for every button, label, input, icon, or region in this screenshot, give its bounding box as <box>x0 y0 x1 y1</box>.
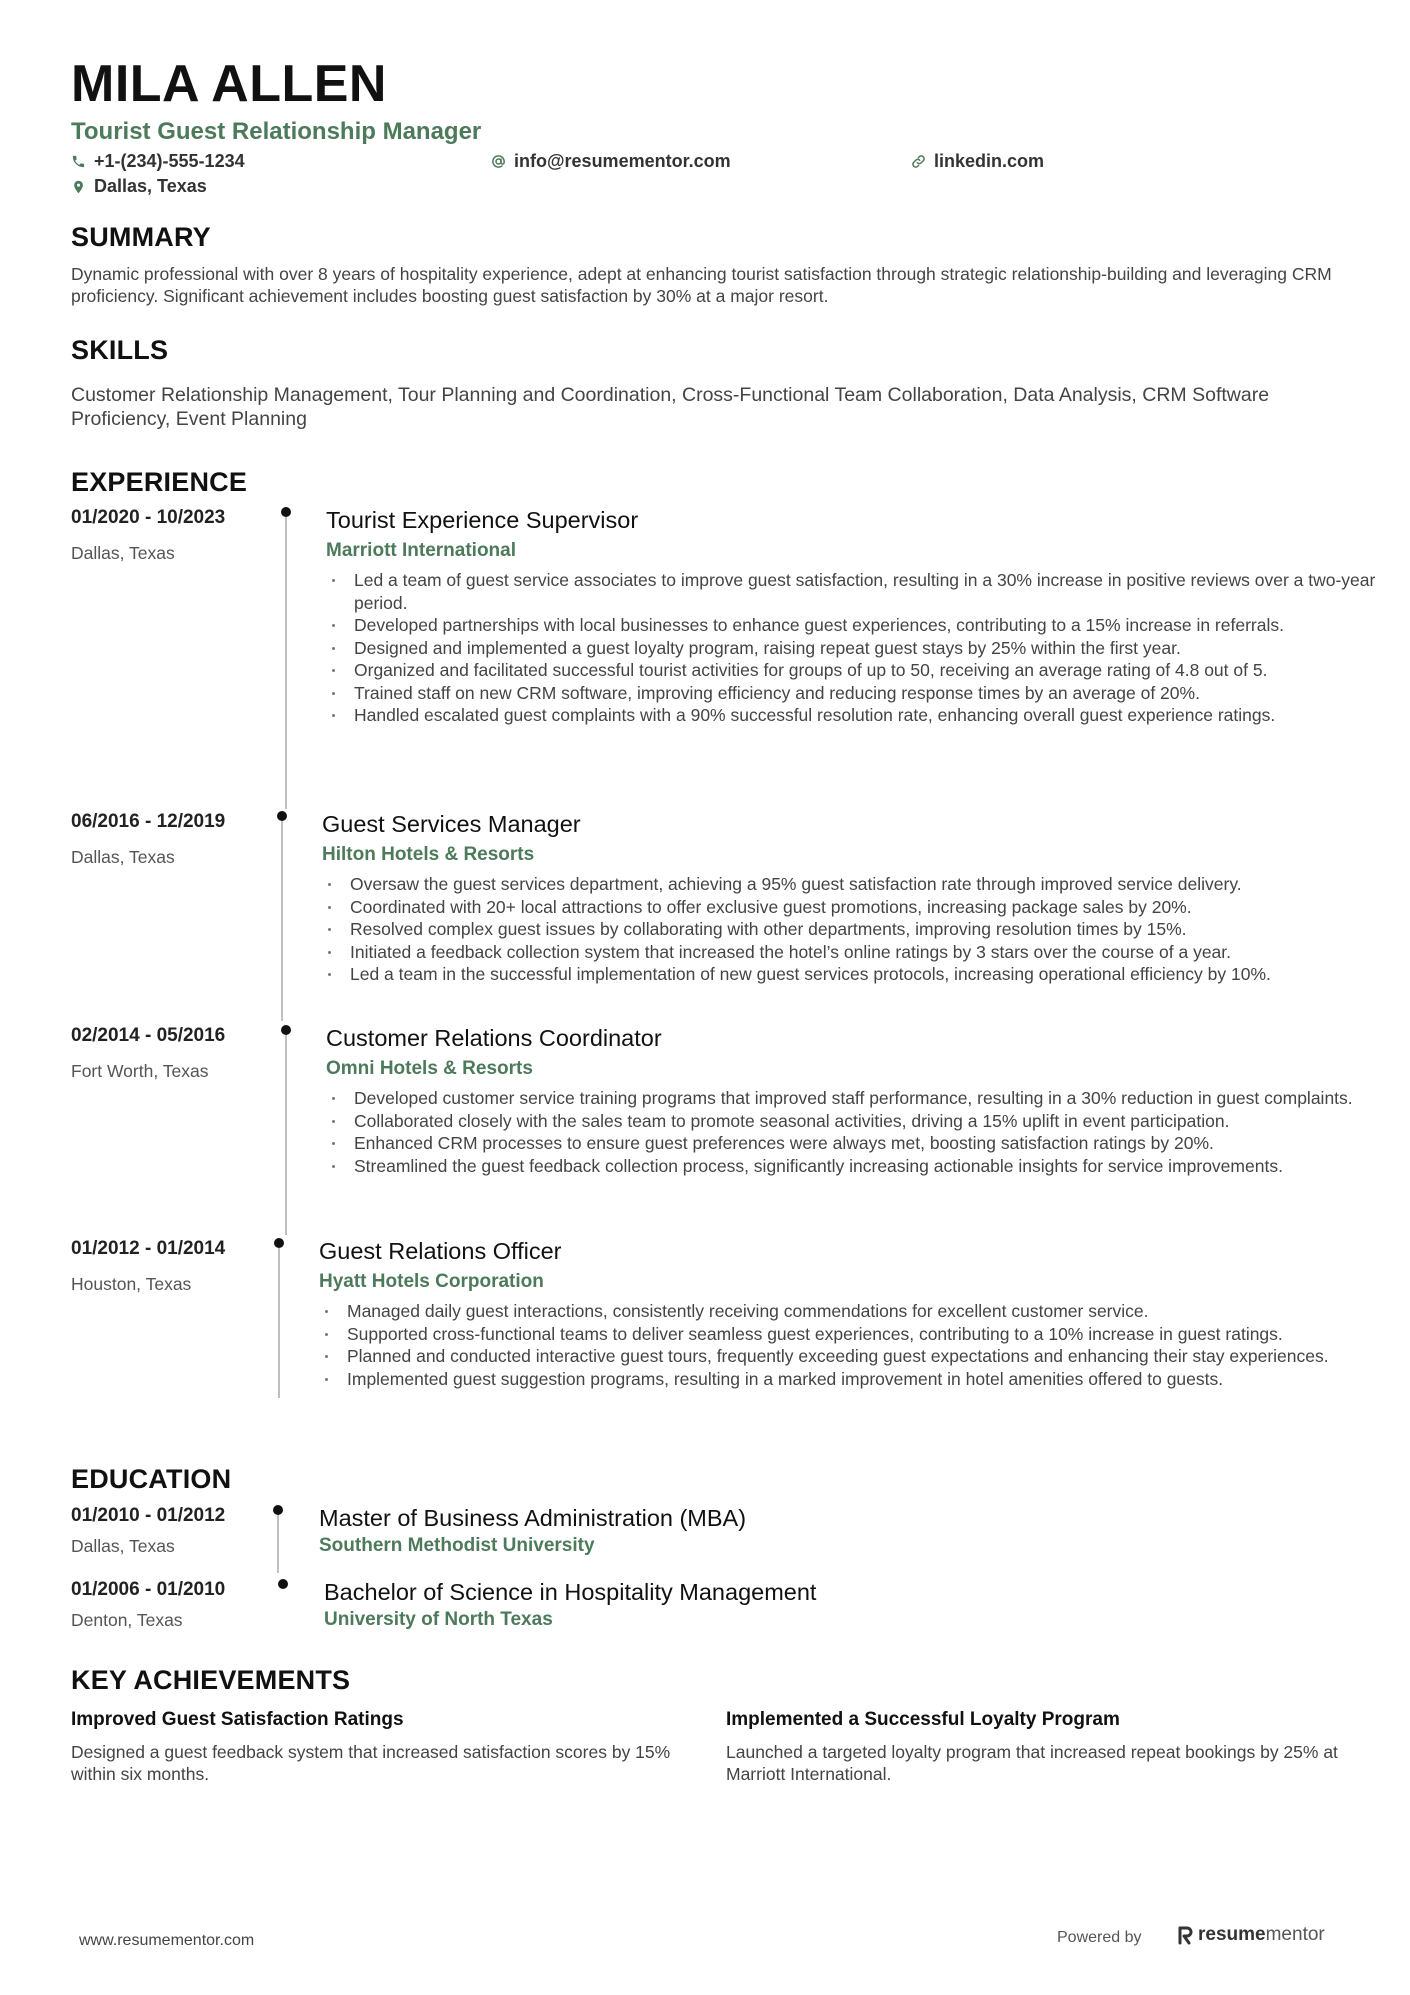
job-location: Houston, Texas <box>71 1274 192 1294</box>
list-item: Oversaw the guest services department, achieving a 95% guest satisfaction rate through improved service delivery. <box>322 873 1410 896</box>
contact-row <box>71 151 1044 172</box>
linkedin-text[interactable]: linkedin.com <box>934 151 1045 171</box>
timeline-dot <box>281 507 291 517</box>
job-company: Hyatt Hotels Corporation <box>319 1271 544 1292</box>
resume-page <box>71 0 1376 1995</box>
job-location: Dallas, Texas <box>71 847 175 867</box>
job-bullets <box>319 1300 1410 1390</box>
footer-brand[interactable] <box>1177 1924 1325 1946</box>
job-location: Fort Worth, Texas <box>71 1061 209 1081</box>
job-company: Hilton Hotels & Resorts <box>322 844 535 865</box>
skills-text: Customer Relationship Management, Tour Planning and Coordination, Cross-Functional Team Collaboration, Data Analysis, CRM Software Proficiency, Event Planning <box>71 384 1270 430</box>
summary-heading: SUMMARY <box>71 222 211 252</box>
skills-heading: SKILLS <box>71 335 169 365</box>
timeline-dot <box>274 1238 284 1248</box>
footer-url[interactable]: www.resumementor.com <box>79 1932 255 1949</box>
timeline-line <box>285 1035 287 1235</box>
list-item: Developed customer service training programs that improved staff performance, resulting in a 30% reduction in guest complaints. <box>326 1087 1410 1110</box>
list-item: Enhanced CRM processes to ensure guest preferences were always met, boosting satisfaction ratings by 20%. <box>326 1132 1410 1155</box>
job-dates: 01/2012 - 01/2014 <box>71 1238 226 1259</box>
achievement-text: Launched a targeted loyalty program that increased repeat bookings by 25% at Marriott International. <box>726 1742 1338 1784</box>
at-icon <box>491 154 506 169</box>
job-title: Guest Services Manager <box>322 811 581 837</box>
list-item: Designed and implemented a guest loyalty program, raising repeat guest stays by 25% within the first year. <box>326 637 1410 660</box>
job-company: Marriott International <box>326 540 517 561</box>
job-title: Customer Relations Coordinator <box>326 1025 662 1051</box>
contact-linkedin <box>911 151 1044 172</box>
map-pin-icon <box>71 179 86 195</box>
list-item: Resolved complex guest issues by collaborating with other departments, improving resolution times by 15%. <box>322 918 1410 941</box>
brand-name-bold: resume <box>1198 1924 1266 1945</box>
timeline-line <box>278 1248 280 1398</box>
email-text[interactable]: info@resumementor.com <box>514 151 731 171</box>
edu-school: University of North Texas <box>324 1609 553 1630</box>
list-item: Organized and facilitated successful tourist activities for groups of up to 50, receiving an average rating of 4.8 out of 5. <box>326 659 1410 682</box>
candidate-name: MILA ALLEN <box>71 55 387 113</box>
list-item: Collaborated closely with the sales team to promote seasonal activities, driving a 15% uplift in event participation. <box>326 1110 1410 1133</box>
list-item: Initiated a feedback collection system that increased the hotel’s online ratings by 3 stars over the course of a year. <box>322 941 1410 964</box>
edu-location: Dallas, Texas <box>71 1536 175 1556</box>
list-item: Coordinated with 20+ local attractions to offer exclusive guest promotions, increasing package sales by 20%. <box>322 896 1410 919</box>
contact-email <box>491 151 911 172</box>
job-dates: 01/2020 - 10/2023 <box>71 507 226 528</box>
list-item: Streamlined the guest feedback collection process, significantly increasing actionable insights for service improvements. <box>326 1155 1410 1178</box>
candidate-role: Tourist Guest Relationship Manager <box>71 118 482 145</box>
location-item <box>71 176 207 197</box>
job-company: Omni Hotels & Resorts <box>326 1058 533 1079</box>
contact-location <box>71 176 207 197</box>
phone-icon <box>71 154 86 169</box>
contact-phone <box>71 151 491 172</box>
footer-powered-by: Powered by <box>1057 1929 1142 1946</box>
experience-heading: EXPERIENCE <box>71 467 248 497</box>
edu-degree: Master of Business Administration (MBA) <box>319 1505 747 1531</box>
list-item: Handled escalated guest complaints with a 90% successful resolution rate, enhancing overall guest experience ratings. <box>326 704 1410 727</box>
achievement-item <box>726 1709 1356 1785</box>
summary-text: Dynamic professional with over 8 years of hospitality experience, adept at enhancing tourist satisfaction through strategic relationship-building and leveraging CRM proficiency. Significant achievement includes boosting guest satisfaction by 30% at a major resort. <box>71 264 1332 306</box>
location-text: Dallas, Texas <box>94 176 207 196</box>
list-item: Led a team in the successful implementation of new guest services protocols, increasing operational efficiency by 10%. <box>322 963 1410 986</box>
list-item: Developed partnerships with local businesses to enhance guest experiences, contributing to a 15% increase in referrals. <box>326 614 1410 637</box>
achievement-title: Improved Guest Satisfaction Ratings <box>71 1709 404 1730</box>
job-dates: 02/2014 - 05/2016 <box>71 1025 226 1046</box>
achievements-heading: KEY ACHIEVEMENTS <box>71 1665 351 1695</box>
brand-name-light: mentor <box>1265 1924 1325 1945</box>
timeline-dot <box>281 1025 291 1035</box>
list-item: Implemented guest suggestion programs, resulting in a marked improvement in hotel amenities offered to guests. <box>319 1368 1410 1391</box>
list-item: Planned and conducted interactive guest tours, frequently exceeding guest expectations and enhancing their stay experiences. <box>319 1345 1410 1368</box>
edu-dates: 01/2010 - 01/2012 <box>71 1505 226 1526</box>
phone-text: +1-(234)-555-1234 <box>94 151 245 171</box>
timeline-line <box>285 517 287 809</box>
timeline-dot <box>277 811 287 821</box>
list-item: Supported cross-functional teams to deliver seamless guest experiences, contributing to a 10% increase in guest ratings. <box>319 1323 1410 1346</box>
education-heading: EDUCATION <box>71 1464 232 1494</box>
list-item: Led a team of guest service associates to improve guest satisfaction, resulting in a 30% increase in positive reviews over a two-year period. <box>326 569 1410 614</box>
timeline-line <box>281 821 283 1021</box>
timeline-dot <box>278 1579 288 1589</box>
job-title: Tourist Experience Supervisor <box>326 507 639 533</box>
achievement-text: Designed a guest feedback system that increased satisfaction scores by 15% within six months. <box>71 1742 671 1784</box>
job-bullets <box>326 1087 1410 1177</box>
achievement-title: Implemented a Successful Loyalty Program <box>726 1709 1120 1730</box>
job-location: Dallas, Texas <box>71 543 175 563</box>
job-bullets <box>326 569 1410 727</box>
timeline-line <box>277 1515 279 1573</box>
link-icon <box>911 154 926 169</box>
edu-school: Southern Methodist University <box>319 1535 595 1556</box>
job-title: Guest Relations Officer <box>319 1238 562 1264</box>
edu-degree: Bachelor of Science in Hospitality Management <box>324 1579 817 1605</box>
achievement-item <box>71 1709 701 1785</box>
brand-logo-icon <box>1177 1925 1193 1945</box>
job-dates: 06/2016 - 12/2019 <box>71 811 226 832</box>
edu-dates: 01/2006 - 01/2010 <box>71 1579 226 1600</box>
timeline-dot <box>273 1505 283 1515</box>
list-item: Managed daily guest interactions, consistently receiving commendations for excellent customer service. <box>319 1300 1410 1323</box>
list-item: Trained staff on new CRM software, improving efficiency and reducing response times by an average of 20%. <box>326 682 1410 705</box>
job-bullets <box>322 873 1410 986</box>
edu-location: Denton, Texas <box>71 1610 183 1630</box>
